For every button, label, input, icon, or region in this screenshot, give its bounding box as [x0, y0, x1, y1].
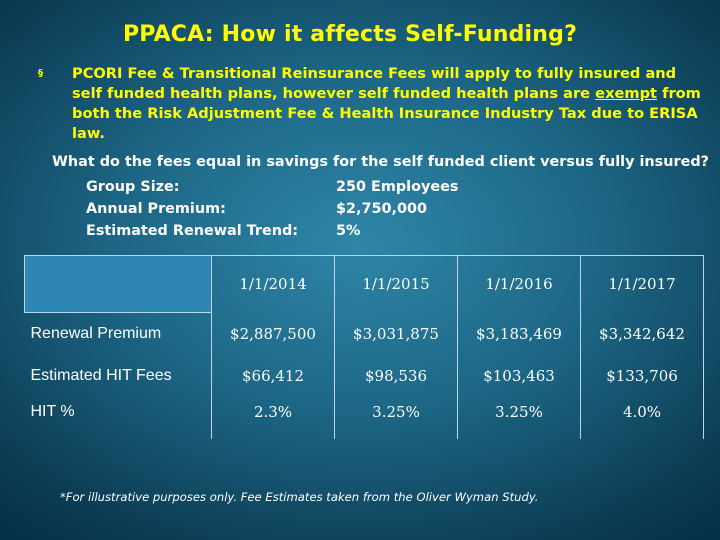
- savings-question: What do the fees equal in savings for the self funded client versus fully insured?: [52, 154, 709, 170]
- slide-title: PPACA: How it affects Self-Funding?: [122, 22, 578, 47]
- table-row: [25, 397, 704, 439]
- table-header-row: [25, 256, 704, 313]
- table-cell: $2,887,500: [212, 313, 335, 355]
- param-label: Annual Premium:: [86, 201, 226, 217]
- table-cell: 3.25%: [458, 397, 581, 439]
- param-row-group-size: [86, 176, 586, 198]
- table-cell: 4.0%: [581, 397, 704, 439]
- table-cell: $3,031,875: [335, 313, 458, 355]
- table-cell: $66,412: [212, 355, 335, 397]
- column-header: 1/1/2016: [458, 256, 581, 313]
- column-header: 1/1/2015: [335, 256, 458, 313]
- row-label: Estimated HIT Fees: [30, 366, 172, 384]
- table-cell: $98,536: [335, 355, 458, 397]
- param-row-renewal-trend: [86, 220, 586, 242]
- bullet-text-part-1: PCORI Fee & Transitional Reinsurance Fees will apply to fully insured and self funded health plans, however self funded health plans are: [72, 65, 677, 102]
- param-value: $2,750,000: [336, 201, 428, 217]
- bullet-text: [38, 64, 708, 144]
- table-cell: $3,183,469: [458, 313, 581, 355]
- bullet-point: [38, 64, 708, 144]
- bullet-text-underlined: exempt: [595, 85, 658, 102]
- row-label: HIT %: [30, 402, 75, 420]
- column-header: 1/1/2017: [581, 256, 704, 313]
- column-header: 1/1/2014: [212, 256, 335, 313]
- bullet-text-part-2: from both the Risk Adjustment Fee & Health Insurance Industry Tax due to ERISA law.: [72, 85, 701, 142]
- table-row: [25, 313, 704, 355]
- table-cell: $133,706: [581, 355, 704, 397]
- param-value: 5%: [336, 223, 361, 239]
- table-row: [25, 355, 704, 397]
- param-label: Estimated Renewal Trend:: [86, 223, 299, 239]
- table-cell: 2.3%: [212, 397, 335, 439]
- fees-table: [24, 255, 704, 439]
- param-value: 250 Employees: [336, 179, 459, 195]
- parameters-list: [86, 176, 586, 242]
- footnote: *For illustrative purposes only. Fee Estimates taken from the Oliver Wyman Study.: [60, 490, 539, 504]
- table-cell: $3,342,642: [581, 313, 704, 355]
- table-cell: $103,463: [458, 355, 581, 397]
- table-corner-cell: [25, 256, 212, 313]
- table-cell: 3.25%: [335, 397, 458, 439]
- param-row-annual-premium: [86, 198, 586, 220]
- bullet-marker-icon: §: [38, 68, 43, 79]
- row-label: Renewal Premium: [30, 324, 162, 342]
- param-label: Group Size:: [86, 179, 180, 195]
